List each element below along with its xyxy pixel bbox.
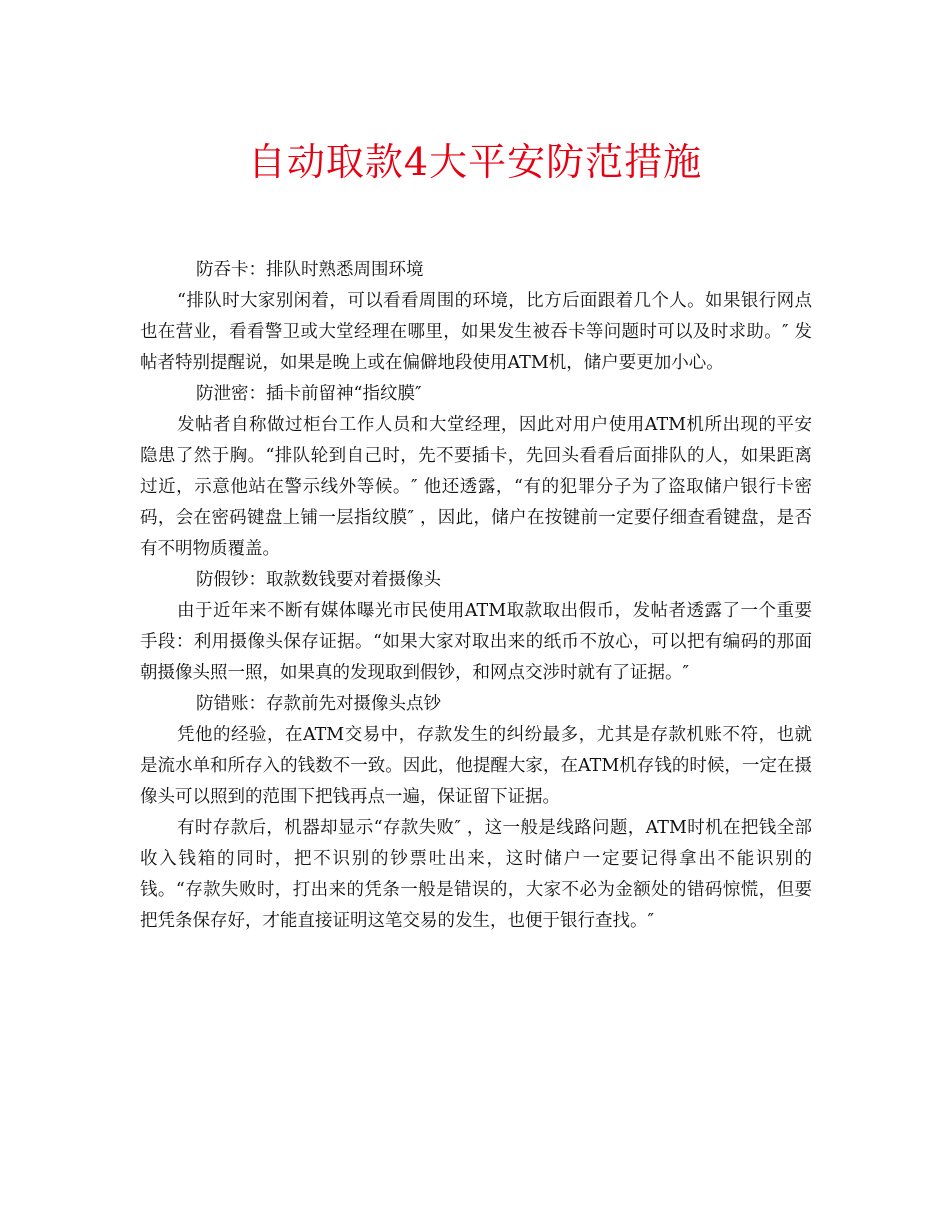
section-heading: 防吞卡：排队时熟悉周围环境	[196, 260, 424, 280]
section-paragraph: “排队时大家别闲着，可以看看周围的环境，比方后面跟着几个人。如果银行网点也在营业，看看警卫或大堂经理在哪里，如果发生被吞卡等问题时可以及时求助。″ 发帖者特别提醒说，如果是晚上或在偏僻地段使用ATM机，储户要更加小心。	[140, 291, 812, 373]
section-paragraph: 由于近年来不断有媒体曝光市民使用ATM取款取出假币，发帖者透露了一个重要手段：利用摄像头保存证据。“如果大家对取出来的纸币不放心，可以把有编码的那面朝摄像头照一照，如果真的发现取到假钞，和网点交涉时就有了证据。″	[140, 601, 812, 683]
document-title: 自动取款4大平安防范措施	[247, 140, 703, 184]
section-paragraph: 有时存款后，机器却显示“存款失败″ ，这一般是线路问题，ATM时机在把钱全部收入钱箱的同时，把不识别的钞票吐出来，这时储户一定要记得拿出不能识别的钱。“存款失败时，打出来的凭条一般是错误的，大家不必为金额处的错码惊慌，但要把凭条保存好，才能直接证明这笔交易的发生，也便于银行查找。″	[140, 818, 812, 931]
section-heading: 防泄密：插卡前留神“指纹膜″	[196, 384, 422, 404]
section-anti-account-error	[140, 689, 812, 937]
section-paragraph: 凭他的经验，在ATM交易中，存款发生的纠纷最多，尤其是存款机账不符，也就是流水单和所存入的钱数不一致。因此，他提醒大家，在ATM机存钱的时候，一定在摄像头可以照到的范围下把钱再点一遍，保证留下证据。	[140, 725, 812, 807]
section-anti-card-swallow	[140, 255, 812, 379]
document-body	[140, 255, 812, 937]
section-heading: 防错账：存款前先对摄像头点钞	[196, 694, 441, 714]
section-anti-leak	[140, 379, 812, 565]
section-anti-counterfeit	[140, 565, 812, 689]
section-paragraph: 发帖者自称做过柜台工作人员和大堂经理，因此对用户使用ATM机所出现的平安隐患了然于胸。“排队轮到自己时，先不要插卡，先回头看看后面排队的人，如果距离过近，示意他站在警示线外等候。″ 他还透露，“有的犯罪分子为了盗取储户银行卡密码，会在密码键盘上铺一层指纹膜″ ，因此，储户在按键前一定要仔细查看键盘，是否有不明物质覆盖。	[140, 415, 812, 559]
section-heading: 防假钞：取款数钱要对着摄像头	[196, 570, 441, 590]
